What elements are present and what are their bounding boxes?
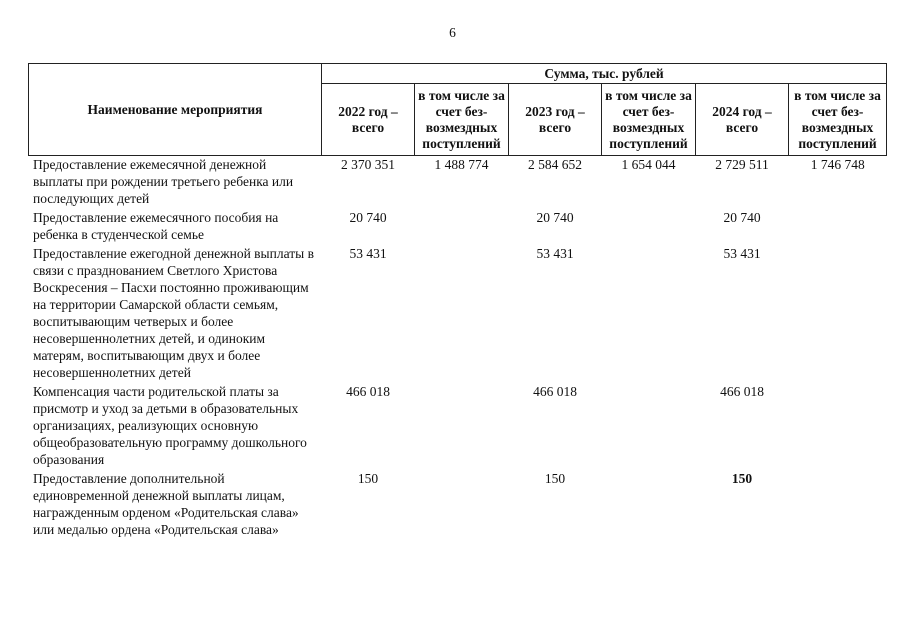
cell-2023-grants — [602, 470, 696, 540]
cell-2024-grants — [789, 383, 887, 470]
cell-2022-total: 466 018 — [346, 384, 390, 399]
cell-2022-grants — [415, 383, 509, 470]
row-name: Компенсация части родительской платы за присмотр и уход за детьми в образовательных организациях, реализующих основную общеобразовательную программу дошкольного образования — [33, 384, 307, 467]
cell-2024-grants — [789, 209, 887, 245]
table-row — [29, 470, 887, 540]
table-row — [29, 383, 887, 470]
table-row — [29, 209, 887, 245]
header-2023-total: 2023 год – всего — [509, 84, 602, 156]
row-name: Предоставление ежемесячной денежной выплаты при рождении третьего ребенка или последующих детей — [33, 157, 294, 206]
cell-2022-total: 53 431 — [349, 246, 387, 261]
budget-table — [28, 63, 887, 540]
header-2024-grants: в том числе за счет без-возмездных поступлений — [789, 84, 887, 156]
cell-2023-grants — [602, 245, 696, 383]
cell-2024-grants — [789, 470, 887, 540]
cell-2022-grants — [415, 209, 509, 245]
cell-2022-grants — [415, 245, 509, 383]
cell-2022-total: 150 — [357, 471, 379, 486]
header-sum-group: Сумма, тыс. рублей — [322, 64, 887, 84]
table-row — [29, 156, 887, 210]
page-number: 6 — [449, 25, 456, 40]
cell-2022-grants: 1 488 774 — [434, 157, 489, 172]
row-name: Предоставление ежегодной денежной выплаты в связи с празднованием Светлого Христова Воскресения – Пасхи постоянно проживающим на территории Самарской области семьям, воспитывающим четверых и более несовершеннолетних детей, и одиноким матерям, воспитывающим двух и более несовершеннолетних детей — [33, 246, 314, 380]
cell-2024-total: 150 — [731, 471, 753, 486]
cell-2023-total: 53 431 — [536, 246, 574, 261]
cell-2024-total: 20 740 — [723, 210, 761, 225]
cell-2024-total: 2 729 511 — [715, 157, 769, 172]
cell-2022-total: 2 370 351 — [341, 157, 395, 172]
header-2023-grants: в том числе за счет без-возмездных поступлений — [602, 84, 696, 156]
cell-2023-grants — [602, 209, 696, 245]
cell-2023-grants — [602, 383, 696, 470]
cell-2024-total: 53 431 — [723, 246, 761, 261]
header-2022-grants: в том числе за счет без-возмездных поступлений — [415, 84, 509, 156]
header-2022-total: 2022 год – всего — [322, 84, 415, 156]
header-2024-total: 2024 год – всего — [696, 84, 789, 156]
cell-2023-total: 466 018 — [533, 384, 577, 399]
header-name-column: Наименование мероприятия — [29, 64, 322, 156]
cell-2022-grants — [415, 470, 509, 540]
cell-2024-grants: 1 746 748 — [810, 157, 865, 172]
row-name: Предоставление дополнительной единовременной денежной выплаты лицам, награжденным орденом «Родительская слава» или медалью ордена «Родительская слава» — [33, 471, 299, 537]
row-name: Предоставление ежемесячного пособия на ребенка в студенческой семье — [33, 210, 279, 242]
table-row — [29, 245, 887, 383]
cell-2023-total: 150 — [544, 471, 566, 486]
cell-2024-grants — [789, 245, 887, 383]
cell-2024-total: 466 018 — [720, 384, 764, 399]
cell-2023-total: 20 740 — [536, 210, 574, 225]
cell-2023-grants: 1 654 044 — [621, 157, 676, 172]
cell-2022-total: 20 740 — [349, 210, 387, 225]
cell-2023-total: 2 584 652 — [528, 157, 582, 172]
